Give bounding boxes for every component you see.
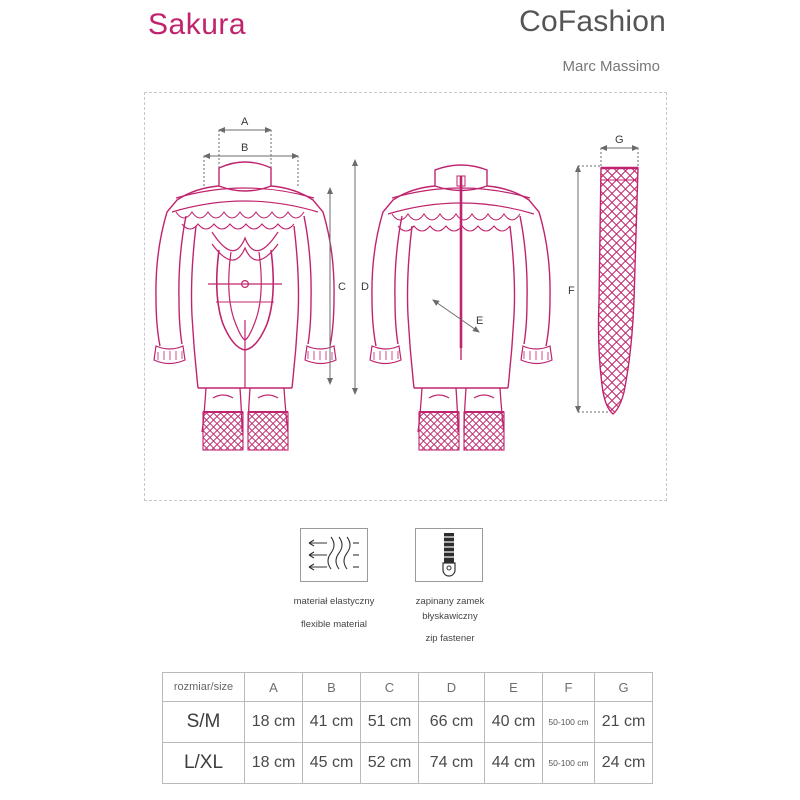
cell-a: 18 cm (245, 702, 303, 743)
row-size-label: S/M (163, 702, 245, 743)
elastic-material-icon (300, 528, 368, 582)
table-row (163, 702, 653, 743)
column-header-d: D (419, 673, 485, 702)
dimension-label-g: G (615, 134, 624, 146)
column-header-a: A (245, 673, 303, 702)
cell-b: 45 cm (303, 743, 361, 784)
brand-name: CoFashion (519, 5, 666, 38)
table-header-row (163, 673, 653, 702)
column-header-b: B (303, 673, 361, 702)
cell-c: 51 cm (361, 702, 419, 743)
cell-b: 41 cm (303, 702, 361, 743)
legend-label-zip-en: zip fastener (425, 633, 475, 644)
illustration-frame (144, 92, 667, 501)
table-row (163, 743, 653, 784)
dimension-label-a: A (241, 116, 249, 128)
legend-label-elastic-en: flexible material (301, 619, 367, 630)
legend (290, 528, 550, 644)
dimension-label-e: E (476, 315, 484, 327)
cell-d: 74 cm (419, 743, 485, 784)
legend-label-zip-pl: zapinany zamek błyskawiczny (415, 596, 485, 622)
cell-f: 50-100 cm (543, 743, 595, 784)
page-title: Sakura (148, 8, 247, 41)
designer-name: Marc Massimo (562, 58, 660, 75)
zipper-icon (415, 528, 483, 582)
size-table (162, 672, 653, 784)
dimension-label-b: B (241, 142, 249, 154)
dimension-label-d: D (361, 281, 369, 293)
cell-d: 66 cm (419, 702, 485, 743)
column-header-g: G (595, 673, 653, 702)
cell-c: 52 cm (361, 743, 419, 784)
dimension-label-f: F (568, 285, 575, 297)
dimension-label-c: C (338, 281, 346, 293)
column-header-c: C (361, 673, 419, 702)
column-header-e: E (485, 673, 543, 702)
legend-label-elastic-pl: materiał elastyczny (293, 596, 375, 607)
cell-f: 50-100 cm (543, 702, 595, 743)
column-header-size: rozmiar/size (163, 673, 245, 702)
cell-e: 40 cm (485, 702, 543, 743)
row-size-label: L/XL (163, 743, 245, 784)
cell-g: 24 cm (595, 743, 653, 784)
cell-g: 21 cm (595, 702, 653, 743)
column-header-f: F (543, 673, 595, 702)
cell-a: 18 cm (245, 743, 303, 784)
cell-e: 44 cm (485, 743, 543, 784)
